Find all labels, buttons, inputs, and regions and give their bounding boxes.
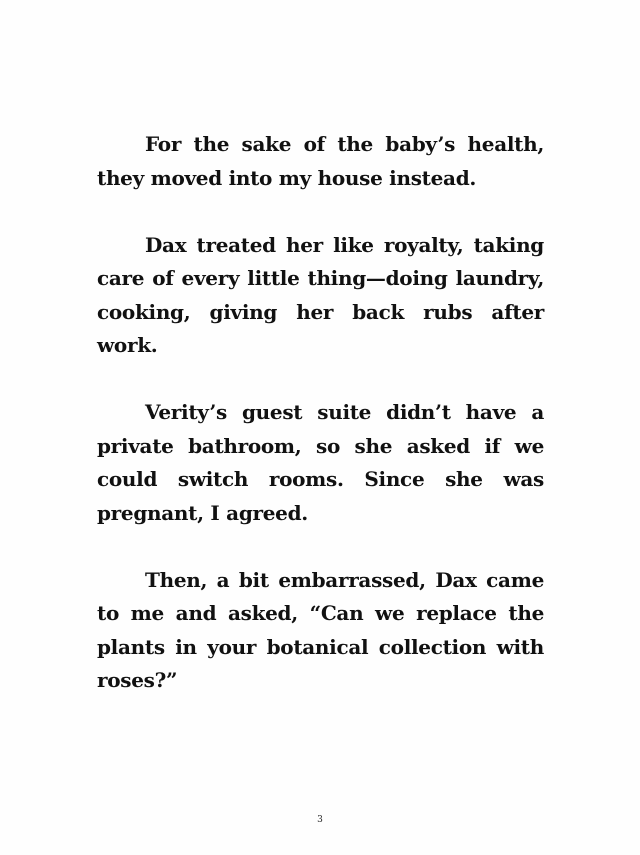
paragraph-4: Then, a bit embarrassed, Dax came to me and asked, “Can we replace the plants in your botanical collection with roses?” [97,567,544,692]
paragraph-1: For the sake of the baby’s health, they moved into my house instead. [97,132,544,190]
paragraph-2: Dax treated her like royalty, taking care of every little thing—doing laundry, cooking, giving her back rubs after work. [97,232,544,357]
body-text [97,128,544,731]
page-number: 3 [317,815,323,825]
paragraph-3: Verity’s guest suite didn’t have a private bathroom, so she asked if we could switch rooms. Since she was pregnant, I agreed. [97,400,544,525]
